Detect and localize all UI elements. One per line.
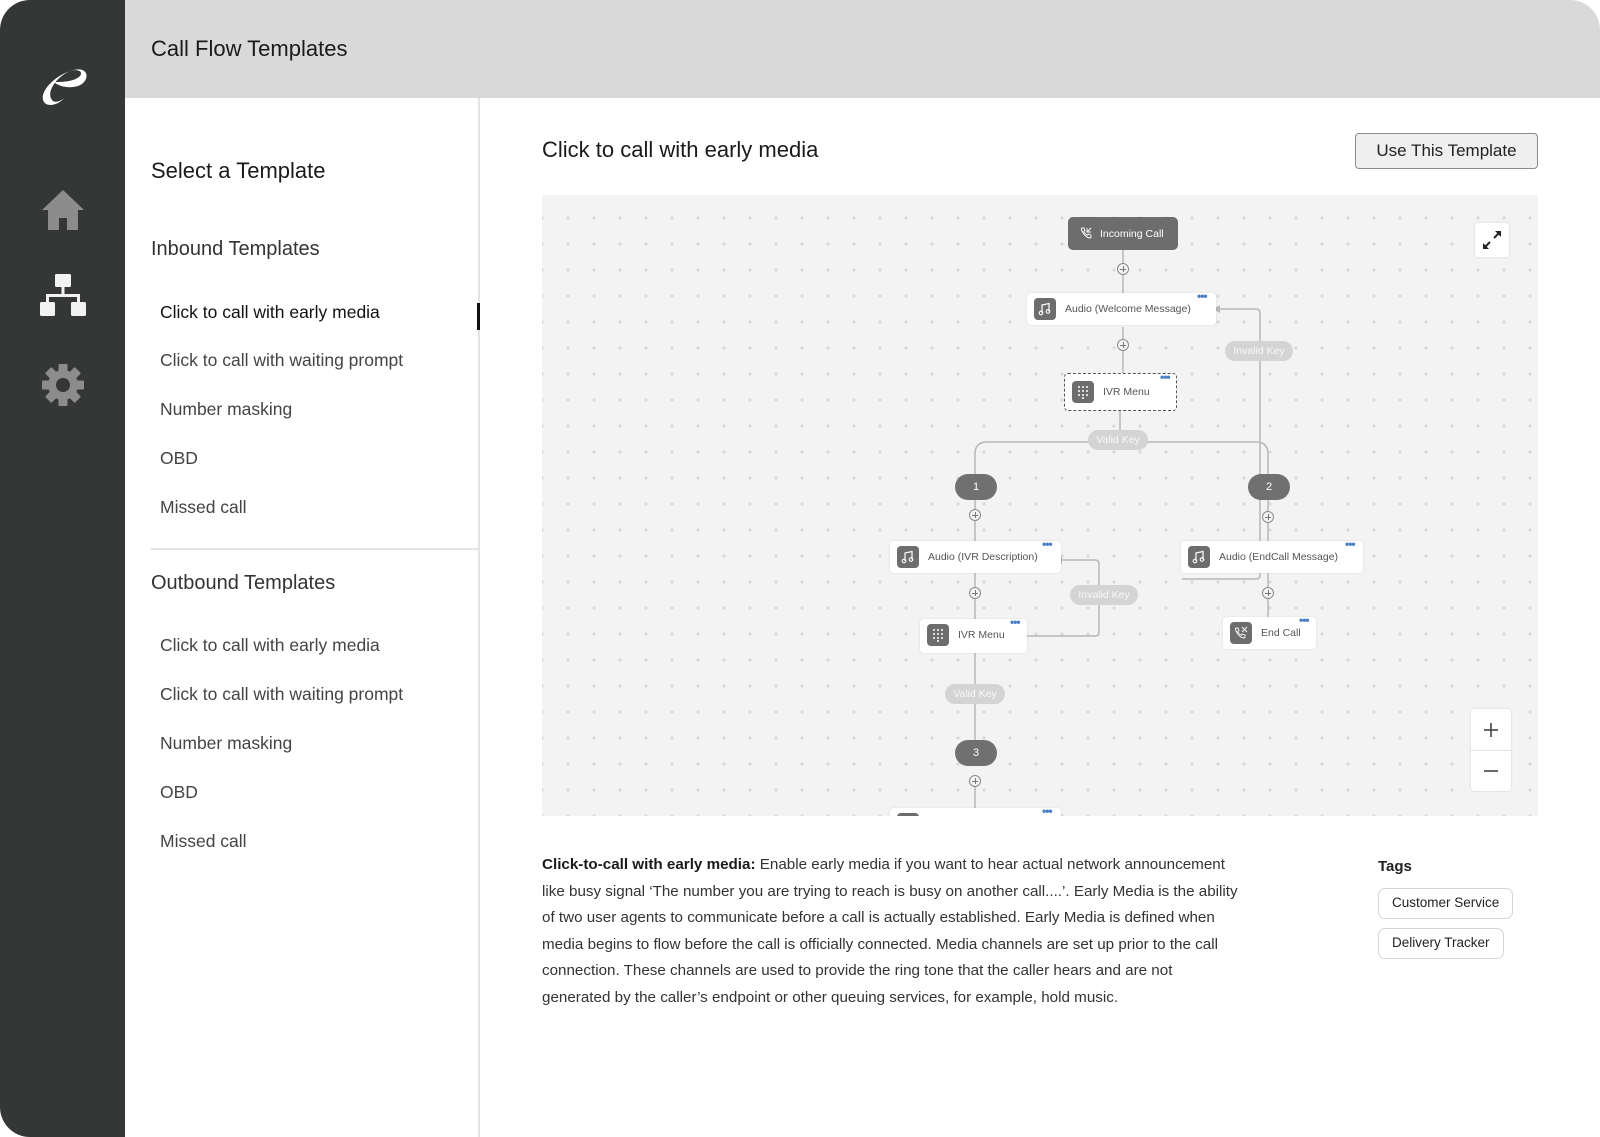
invalid-key-label: Invalid Key: [1070, 585, 1138, 605]
section-divider: [151, 548, 480, 550]
branch-badge[interactable]: 1: [955, 474, 997, 500]
inbound-template-item[interactable]: Missed call: [160, 497, 247, 517]
template-title: Click to call with early media: [542, 137, 819, 162]
inbound-template-item[interactable]: Number masking: [160, 399, 293, 419]
zoom-controls: [1471, 709, 1511, 791]
audio-ivr-description-node[interactable]: [890, 537, 1061, 573]
add-node-plus-icon[interactable]: [969, 587, 981, 599]
select-template-heading: Select a Template: [151, 158, 326, 183]
inbound-templates-heading: Inbound Templates: [151, 238, 320, 260]
branch-badge[interactable]: 3: [955, 740, 997, 766]
audio-endcall-node[interactable]: [1181, 537, 1363, 573]
node-label: Audio (IVR Description): [928, 551, 1038, 563]
node-label: End Call: [1261, 627, 1301, 639]
inbound-template-item[interactable]: OBD: [160, 448, 198, 468]
more-options-icon[interactable]: •••: [1010, 615, 1020, 629]
music-note-icon: [1188, 546, 1210, 568]
inbound-template-item[interactable]: Click to call with waiting prompt: [160, 350, 404, 370]
music-note-icon: [897, 546, 919, 568]
outbound-template-item[interactable]: Click to call with early media: [160, 635, 380, 655]
gear-icon[interactable]: [38, 360, 88, 410]
description-lead: Click-to-call with early media:: [542, 856, 756, 873]
incoming-call-label: Incoming Call: [1100, 228, 1164, 240]
zoom-out-icon[interactable]: [1471, 750, 1511, 791]
outbound-template-item[interactable]: Number masking: [160, 733, 293, 753]
zoom-in-icon[interactable]: [1471, 709, 1511, 750]
end-call-icon: [1230, 622, 1252, 644]
keypad-icon: [1072, 381, 1094, 403]
music-note-icon: [1034, 298, 1056, 320]
add-node-plus-icon[interactable]: [1262, 587, 1274, 599]
top-header: [125, 0, 1600, 98]
valid-key-label: Valid Key: [945, 684, 1005, 704]
audio-welcome-node[interactable]: [1027, 289, 1216, 325]
more-options-icon[interactable]: •••: [1042, 804, 1052, 816]
add-node-plus-icon[interactable]: [969, 775, 981, 787]
more-options-icon[interactable]: •••: [1042, 537, 1052, 551]
incoming-call-node[interactable]: [1068, 217, 1178, 250]
branch-badge[interactable]: 2: [1248, 474, 1290, 500]
ivr-menu-node[interactable]: [920, 615, 1027, 653]
end-call-node[interactable]: [1223, 613, 1316, 649]
music-note-icon: [897, 813, 919, 816]
valid-key-label: Valid Key: [1088, 430, 1148, 450]
inbound-template-item[interactable]: Click to call with early media: [160, 302, 380, 322]
invalid-key-label: Invalid Key: [1225, 341, 1293, 361]
add-node-plus-icon[interactable]: [1117, 339, 1129, 351]
outbound-template-item[interactable]: OBD: [160, 782, 198, 802]
partial-audio-node[interactable]: [890, 804, 1061, 816]
page-title: Call Flow Templates: [151, 36, 348, 61]
more-options-icon[interactable]: •••: [1345, 537, 1355, 551]
airtel-logo[interactable]: [34, 52, 96, 112]
more-options-icon[interactable]: •••: [1160, 370, 1170, 384]
node-label: Audio (EndCall Message): [1219, 551, 1339, 563]
keypad-icon: [927, 624, 949, 646]
description-body: Enable early media if you want to hear actual network announcement like busy signal ‘The number you are trying to reach is busy on another call....’. Early Media is the ability of two user agents to communicate before a call is actually established. Early Media is defined when media begins to flow before the call is officially connected. Media channels are set up prior to the call connection. These channels are used to provide the ring tone that the caller hears and are not generated by the caller’s endpoint or other queuing services, for example, hold music.: [542, 856, 1238, 1006]
tag-chip[interactable]: Customer Service: [1378, 888, 1513, 919]
node-label: Audio (Welcome Message): [1065, 303, 1191, 315]
flow-connectors: [542, 195, 1538, 816]
outbound-templates-heading: Outbound Templates: [151, 572, 336, 594]
template-description: [542, 852, 1242, 1012]
side-rail: [0, 0, 125, 1137]
tag-chip[interactable]: Delivery Tracker: [1378, 928, 1504, 959]
phone-incoming-icon: [1080, 227, 1092, 239]
outbound-template-item[interactable]: Missed call: [160, 831, 247, 851]
add-node-plus-icon[interactable]: [1262, 511, 1274, 523]
home-icon[interactable]: [38, 186, 88, 236]
ivr-menu-node[interactable]: [1064, 370, 1177, 411]
node-label: IVR Menu: [958, 629, 1005, 641]
use-template-button[interactable]: Use This Template: [1355, 133, 1538, 169]
add-node-plus-icon[interactable]: [969, 509, 981, 521]
add-node-plus-icon[interactable]: [1117, 263, 1129, 275]
template-list-panel: [125, 98, 480, 1137]
more-options-icon[interactable]: •••: [1197, 289, 1207, 303]
node-label: IVR Menu: [1103, 386, 1150, 398]
outbound-template-item[interactable]: Click to call with waiting prompt: [160, 684, 404, 704]
tags-heading: Tags: [1378, 858, 1412, 875]
active-indicator: [477, 303, 480, 330]
flow-canvas[interactable]: [542, 195, 1538, 816]
expand-icon[interactable]: [1475, 223, 1509, 257]
hierarchy-icon[interactable]: [38, 272, 88, 322]
more-options-icon[interactable]: •••: [1299, 613, 1309, 627]
